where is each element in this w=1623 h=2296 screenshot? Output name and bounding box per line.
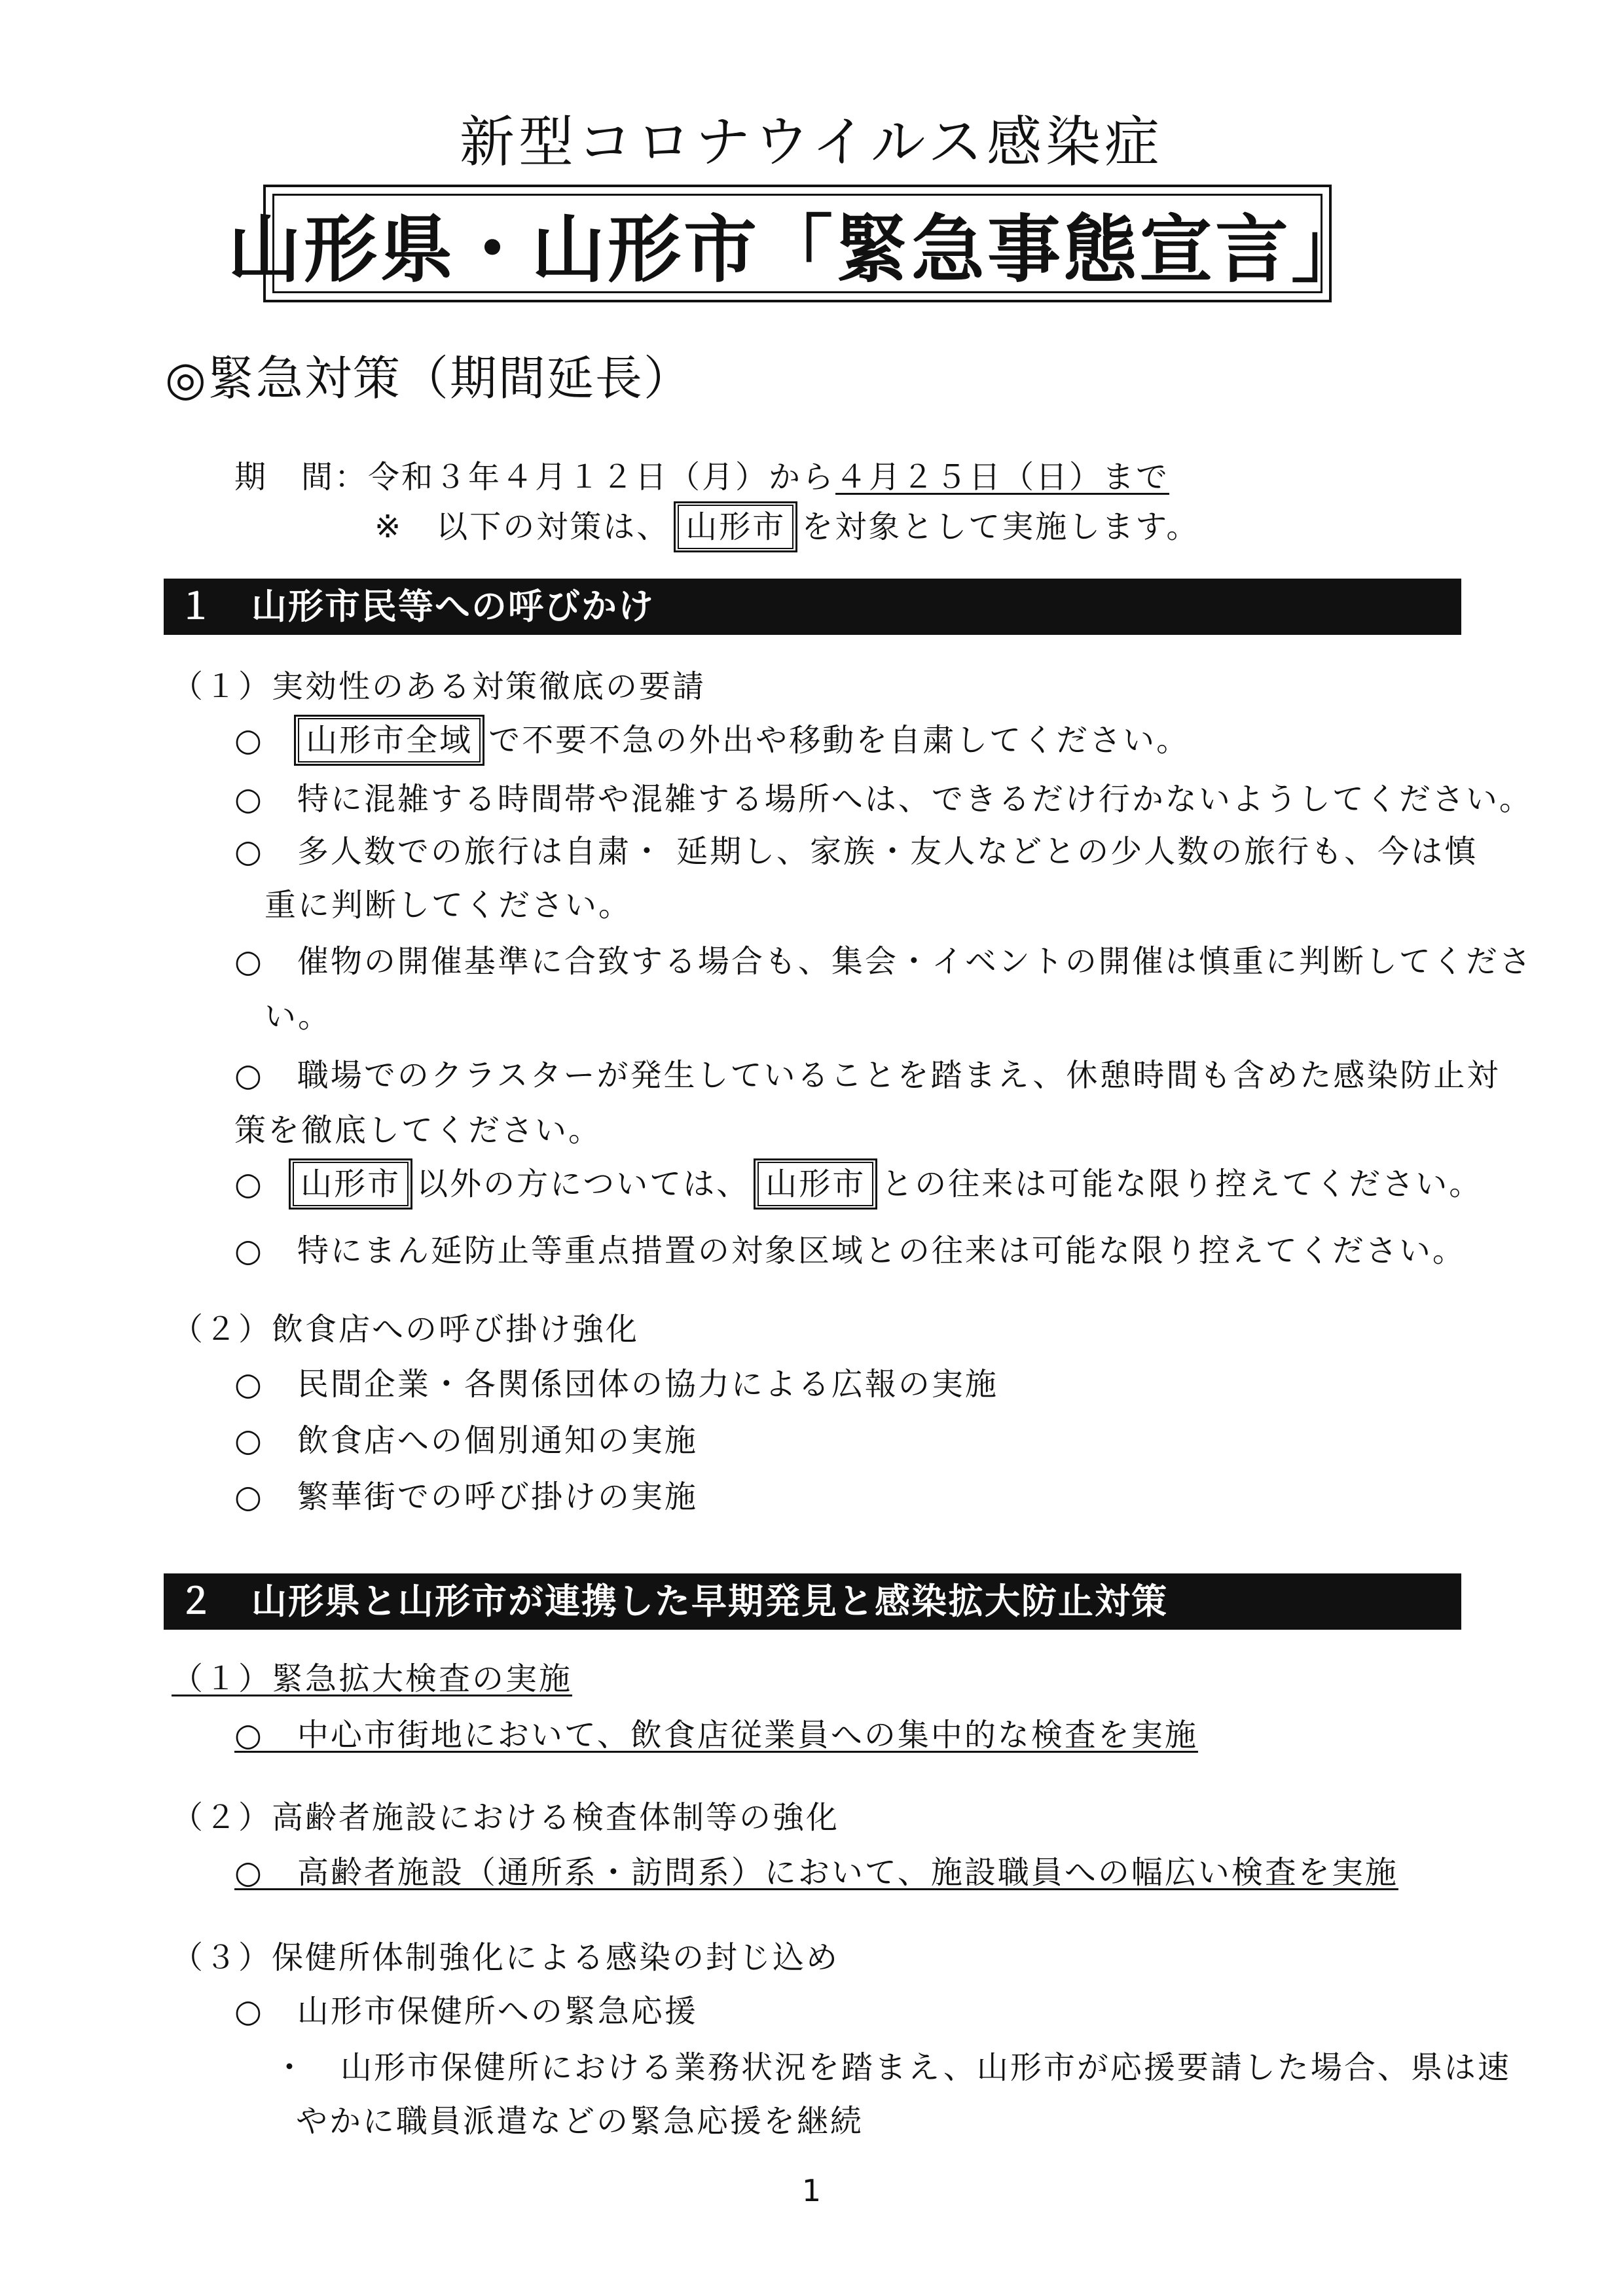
- s2-sub1-item: ○ 中心市街地において、飲食店従業員への集中的な検査を実施: [234, 1717, 1198, 1753]
- section2-header: ２ 山形県と山形市が連携した早期発見と感染拡大防止対策: [164, 1573, 1461, 1630]
- s1-item1: [234, 715, 1190, 766]
- s1-sub1-title: （１）実効性のある対策徹底の要請: [172, 668, 706, 705]
- circle-mark: ○: [234, 1166, 264, 1202]
- s2-sub2-title: （２）高齢者施設における検査体制等の強化: [172, 1799, 840, 1836]
- period-end: ４月２５日（日）まで: [835, 459, 1170, 495]
- s1-sub2-item: ○ 繁華街での呼び掛けの実施: [234, 1479, 698, 1515]
- s1-item6: [234, 1158, 1482, 1210]
- s1-item2: ○ 特に混雑する時間帯や混雑する場所へは、できるだけ行かないようしてください。: [234, 781, 1533, 817]
- s1-item3-line2: 重に判断してください。: [264, 887, 632, 924]
- note-prefix: ※ 以下の対策は、: [374, 509, 670, 545]
- s1-item4-line2: い。: [264, 998, 332, 1035]
- s2-sub2-item: ○ 高齢者施設（通所系・訪問系）において、施設職員への幅広い検査を実施: [234, 1854, 1398, 1891]
- circle-mark: ○: [234, 722, 264, 759]
- s2-sub3-item: ○ 山形市保健所への緊急応援: [234, 1993, 698, 2030]
- s1-sub2-item: ○ 飲食店への個別通知の実施: [234, 1422, 698, 1459]
- boxed-city-1: 山形市: [289, 1158, 412, 1210]
- s1-item5-line2: 策を徹底してください。: [234, 1112, 602, 1149]
- document-subtitle: 新型コロナウイルス感染症: [460, 110, 1163, 174]
- document-title: 山形県・山形市「緊急事態宣言」: [228, 207, 1367, 293]
- target-note: [374, 501, 1199, 552]
- period-label: 期 間：令和３年４月１２日（月）から: [234, 459, 836, 495]
- boxed-city-2: 山形市: [754, 1158, 877, 1210]
- s1-item6-mid: 以外の方については、: [416, 1166, 750, 1202]
- s1-item5-line1: ○ 職場でのクラスターが発生していることを踏まえ、休憩時間も含めた感染防止対: [234, 1057, 1501, 1094]
- boxed-city: 山形市: [674, 501, 797, 552]
- s1-item1-text: で不要不急の外出や移動を自粛してください。: [488, 722, 1190, 759]
- section-heading: ◎緊急対策（期間延長）: [165, 351, 692, 406]
- period-line: [234, 452, 1169, 497]
- s1-sub2-item: ○ 民間企業・各関係団体の協力による広報の実施: [234, 1366, 998, 1403]
- s2-sub3-title: （３）保健所体制強化による感染の封じ込め: [172, 1939, 840, 1976]
- boxed-city-whole: 山形市全域: [294, 715, 484, 766]
- s1-item7: ○ 特にまん延防止等重点措置の対象区域との往来は可能な限り控えてください。: [234, 1232, 1466, 1269]
- title-frame-inner: [228, 194, 1367, 293]
- s1-item4-line1: ○ 催物の開催基準に合致する場合も、集会・イベントの開催は慎重に判断してくださ: [234, 943, 1533, 980]
- s2-sub3-bullet-line1: ・ 山形市保健所における業務状況を踏まえ、山形市が応援要請した場合、県は速: [274, 2049, 1511, 2086]
- page-number: 1: [801, 2173, 822, 2208]
- section1-header: １ 山形市民等への呼びかけ: [164, 579, 1461, 635]
- title-frame: [228, 185, 1367, 302]
- s1-item3-line1: ○ 多人数での旅行は自粛・ 延期し、家族・友人などとの少人数の旅行も、今は慎: [234, 833, 1478, 870]
- s1-sub2-title: （２）飲食店への呼び掛け強化: [172, 1311, 640, 1348]
- s2-sub1-title: （１）緊急拡大検査の実施: [172, 1660, 573, 1697]
- s1-item6-end: との往来は可能な限り控えてください。: [881, 1166, 1483, 1202]
- note-suffix: を対象として実施します。: [801, 509, 1200, 545]
- s2-sub3-bullet-line2: やかに職員派遣などの緊急応援を継続: [296, 2103, 864, 2140]
